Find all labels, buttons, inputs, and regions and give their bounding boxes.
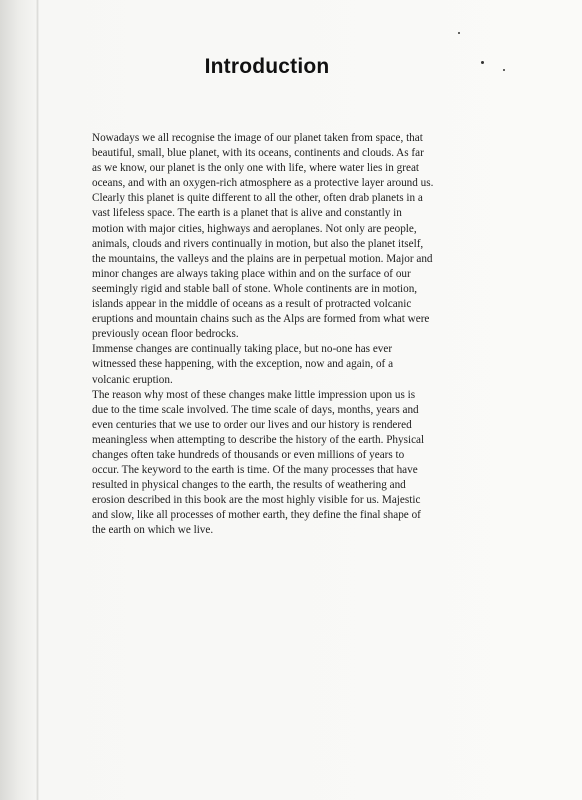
page-title: Introduction [204,55,330,78]
text-line: Nowadays we all recognise the image of our planet taken from space, that [92,132,423,144]
text-line: Immense changes are continually taking place, but no-one has ever [92,343,393,356]
text-line: resulted in physical changes to the earth, the results of weathering and [92,479,406,492]
text-line: due to the time scale involved. The time scale of days, months, years and [92,403,419,416]
text-line: witnessed these happening, with the exception, now and again, of a [92,358,394,371]
text-line: animals, clouds and rivers continually in motion, but also the planet itself, [92,237,424,250]
page-spine-shadow [36,0,39,800]
text-line: seemingly rigid and stable ball of stone. Whole continents are in motion, [92,282,418,295]
text-line: erosion described in this book are the most highly visible for us. Majestic [92,494,421,507]
text-line: The reason why most of these changes make little impression upon us is [92,388,416,401]
text-line: beautiful, small, blue planet, with its oceans, continents and clouds. As far [92,147,424,160]
text-line: oceans, and with an oxygen-rich atmosphere as a protective layer around us. [92,177,434,190]
text-line: even centuries that we use to order our lives and our history is rendered [92,418,412,431]
text-line: islands appear in the middle of oceans as a result of protracted volcanic [92,298,412,311]
text-line: and slow, like all processes of mother earth, they define the final shape of [92,509,421,522]
text-line: eruptions and mountain chains such as the Alps are formed from what were [92,313,430,326]
text-line: Clearly this planet is quite different to all the other, often drab planets in a [92,192,423,205]
text-line: volcanic eruption. [92,373,173,386]
text-line: previously ocean floor bedrocks. [92,328,239,341]
text-line: as we know, our planet is the only one with life, where water lies in great [92,162,420,175]
introduction-body [92,131,487,539]
scan-speck [458,32,460,34]
text-line: vast lifeless space. The earth is a planet that is alive and constantly in [92,207,402,220]
text-line: changes often take hundreds of thousands or even millions of years to [92,448,405,461]
text-line: occur. The keyword to the earth is time. Of the many processes that have [92,464,418,477]
text-line: motion with major cities, highways and aeroplanes. Not only are people, [92,222,417,235]
text-line: the mountains, the valleys and the plains are in perpetual motion. Major and [92,252,433,265]
text-line: the earth on which we live. [92,524,214,537]
text-line: meaningless when attempting to describe the history of the earth. Physical [92,433,425,446]
text-line: minor changes are always taking place within and on the surface of our [92,267,411,280]
